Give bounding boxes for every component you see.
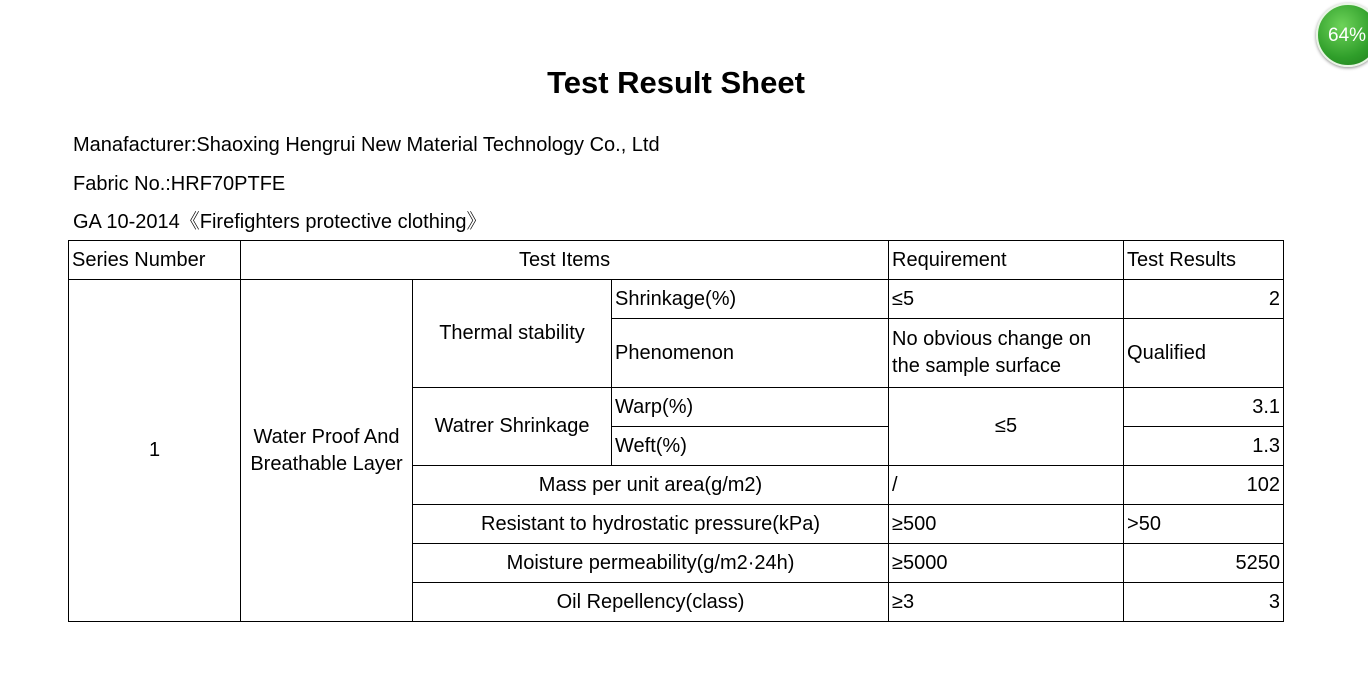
layer-cell: Water Proof And Breathable Layer [241, 280, 413, 622]
header-test-items: Test Items [241, 241, 889, 280]
mass-item-cell: Mass per unit area(g/m2) [413, 466, 889, 505]
moisture-requirement-cell: ≥5000 [889, 544, 1124, 583]
phenomenon-requirement-cell: No obvious change on the sample surface [889, 319, 1124, 388]
thermal-stability-cell: Thermal stability [413, 280, 612, 388]
warp-result-cell: 3.1 [1124, 388, 1284, 427]
shrinkage-requirement-cell: ≤5 [889, 280, 1124, 319]
moisture-result-cell: 5250 [1124, 544, 1284, 583]
oil-result-cell: 3 [1124, 583, 1284, 622]
water-shrinkage-cell: Watrer Shrinkage [413, 388, 612, 466]
hydrostatic-requirement-cell: ≥500 [889, 505, 1124, 544]
water-shrinkage-requirement-cell: ≤5 [889, 388, 1124, 466]
table-header-row [69, 241, 1284, 280]
shrinkage-item-cell: Shrinkage(%) [612, 280, 889, 319]
hydrostatic-result-cell: >50 [1124, 505, 1284, 544]
warp-item-cell: Warp(%) [612, 388, 889, 427]
manufacturer-line: Manafacturer:Shaoxing Hengrui New Material Technology Co., Ltd [73, 134, 660, 156]
header-series-number: Series Number [69, 241, 241, 280]
oil-requirement-cell: ≥3 [889, 583, 1124, 622]
hydrostatic-item-cell: Resistant to hydrostatic pressure(kPa) [413, 505, 889, 544]
zoom-level-label: 64% [1328, 25, 1367, 46]
page-title: Test Result Sheet [547, 65, 805, 100]
series-number-cell: 1 [69, 280, 241, 622]
phenomenon-result-cell: Qualified [1124, 319, 1284, 388]
zoom-level-badge[interactable] [1316, 3, 1368, 67]
fabric-number-line: Fabric No.:HRF70PTFE [73, 173, 286, 195]
table-row [69, 280, 1284, 319]
test-result-table [68, 240, 1284, 622]
header-requirement: Requirement [889, 241, 1124, 280]
weft-item-cell: Weft(%) [612, 427, 889, 466]
mass-result-cell: 102 [1124, 466, 1284, 505]
weft-result-cell: 1.3 [1124, 427, 1284, 466]
standard-line: GA 10-2014《Firefighters protective clothing》 [73, 211, 487, 233]
oil-item-cell: Oil Repellency(class) [413, 583, 889, 622]
header-test-results: Test Results [1124, 241, 1284, 280]
mass-requirement-cell: / [889, 466, 1124, 505]
shrinkage-result-cell: 2 [1124, 280, 1284, 319]
phenomenon-item-cell: Phenomenon [612, 319, 889, 388]
moisture-item-cell: Moisture permeability(g/m2·24h) [413, 544, 889, 583]
